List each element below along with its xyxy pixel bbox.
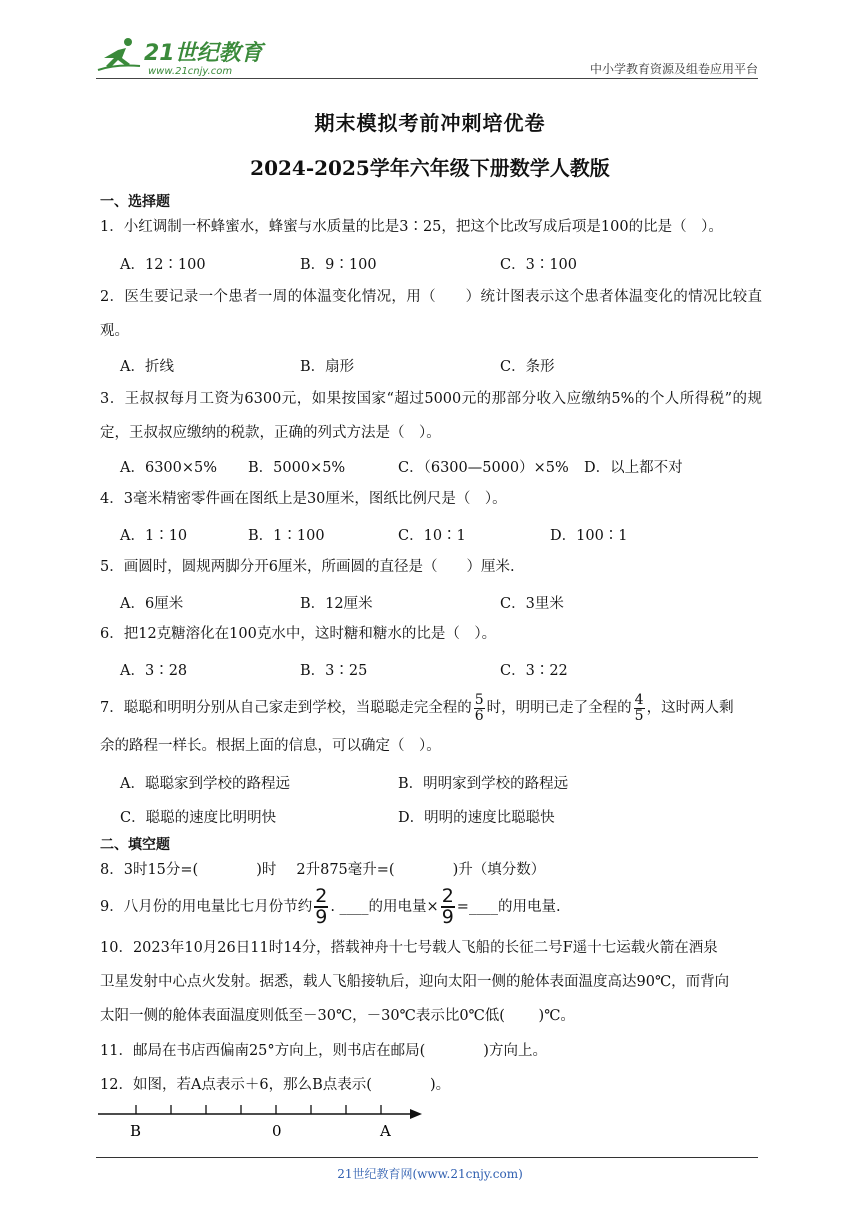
question-10-line1: 10．2023年10月26日11时14分，搭载神舟十七号载人飞船的长征二号F遥十七运载火箭在酒泉 [100, 940, 718, 956]
q9-part3: =____的用电量. [456, 899, 561, 915]
q7-option-a: A．聪聪家到学校的路程远 [120, 776, 290, 792]
q9-fa-numerator: 2 [315, 885, 328, 907]
question-6: 6．把12克糖溶化在100克水中，这时糖和糖水的比是（ ）。 [100, 626, 497, 642]
question-10-line2: 卫星发射中心点火发射。据悉，载人飞船接轨后，迎向太阳一侧的舱体表面温度高达90℃，而背向 [100, 974, 730, 990]
exam-title: 期末模拟考前冲刺培优卷 [314, 111, 546, 135]
q5-option-c: C．3里米 [500, 596, 564, 612]
q7-fraction-five-sixths [474, 693, 485, 724]
q6-option-c: C．3∶22 [500, 663, 568, 679]
q1-option-b: B．9∶100 [300, 257, 377, 273]
q4-option-b: B．1∶100 [248, 528, 325, 544]
svg-text:www.21cnjy.com: www.21cnjy.com [148, 66, 233, 77]
q7-option-b: B．明明家到学校的路程远 [398, 776, 569, 792]
q3-option-d: D．以上都不对 [584, 460, 683, 476]
number-line-figure [96, 1092, 436, 1142]
brand-logo [96, 34, 276, 78]
q6-option-b: B．3∶25 [300, 663, 368, 679]
question-4: 4．3毫米精密零件画在图纸上是30厘米，图纸比例尺是（ ）。 [100, 491, 507, 507]
q7-f1-denominator: 6 [474, 707, 484, 724]
q9-part1: 9．八月份的用电量比七月份节约 [100, 899, 313, 915]
page-header [96, 34, 758, 78]
q7-f2-numerator: 4 [634, 691, 644, 708]
question-8 [100, 853, 762, 887]
q3-option-a: A．6300×5% [120, 460, 218, 476]
svg-text:21世纪教育: 21世纪教育 [144, 41, 263, 66]
exam-subtitle: 2024-2025学年六年级下册数学人教版 [250, 156, 610, 180]
question-5: 5．画圆时，圆规两脚分开6厘米，所画圆的直径是（ ）厘米. [100, 559, 515, 575]
question-7-line2: 余的路程一样长。根据上面的信息，可以确定（ ）。 [100, 738, 441, 754]
q3-option-c: C．（6300—5000）×5% [398, 460, 569, 476]
q9-part2: . ____的用电量× [330, 899, 439, 915]
q1-option-a: A．12∶100 [120, 257, 206, 273]
q7-fraction-four-fifths [634, 693, 645, 724]
q3-option-b: B．5000×5% [248, 460, 346, 476]
question-9 [100, 887, 762, 927]
number-line-ticks [136, 1105, 381, 1114]
q7-text-part1: 7．聪聪和明明分别从自己家走到学校，当聪聪走完全程的 [100, 700, 472, 716]
q2-option-c: C．条形 [500, 359, 555, 375]
number-line-label-a: A [380, 1122, 391, 1140]
question-3: 3．王叔叔每月工资为6300元，如果按国家“超过5000元的那部分收入应缴纳5%的个人所得税”的规定，王叔叔应缴纳的税款，正确的列式方法是（ ）。 [100, 391, 762, 441]
q7-option-d: D．明明的速度比聪聪快 [398, 810, 555, 826]
q9-fraction-two-ninths-a [314, 887, 328, 927]
footer-site-link[interactable]: 21世纪教育网(www.21cnjy.com) [337, 1167, 523, 1181]
q9-fraction-two-ninths-b [441, 887, 455, 927]
q1-option-c: C．3∶100 [500, 257, 577, 273]
number-line-label-zero: 0 [272, 1122, 282, 1140]
q7-f2-denominator: 5 [634, 707, 644, 724]
footer-divider [96, 1157, 758, 1158]
question-10-line3: 太阳一侧的舱体表面温度则低至－30℃，－30℃表示比0℃低( )℃。 [100, 1008, 575, 1024]
q4-option-c: C．10∶1 [398, 528, 466, 544]
q2-option-b: B．扇形 [300, 359, 355, 375]
q4-option-d: D．100∶1 [550, 528, 628, 544]
q4-option-a: A．1∶10 [120, 528, 188, 544]
q6-option-a: A．3∶28 [120, 663, 188, 679]
q7-option-c: C．聪聪的速度比明明快 [120, 810, 277, 826]
q8-part1: 8．3时15分=( )时 [100, 862, 277, 878]
q9-fa-denominator: 9 [315, 906, 328, 928]
question-12: 12．如图，若A点表示＋6，那么B点表示( )。 [100, 1077, 451, 1093]
question-7-line1 [100, 690, 762, 726]
q7-text-part3: ，这时两人剩 [646, 700, 734, 716]
q8-part2: 2升875毫升=( )升（填分数） [296, 862, 546, 878]
number-line-label-b: B [130, 1122, 142, 1140]
question-1: 1．小红调制一杯蜂蜜水，蜂蜜与水质量的比是3∶25，把这个比改写成后项是100的比是（ ）。 [100, 219, 723, 235]
q2-option-a: A．折线 [120, 359, 174, 375]
section-choice-heading: 一、选择题 [100, 194, 170, 210]
q5-option-a: A．6厘米 [120, 596, 184, 612]
q9-fb-denominator: 9 [441, 906, 454, 928]
header-divider [96, 78, 758, 79]
runner-logo-icon [96, 36, 276, 78]
q7-text-part2: 时，明明已走了全程的 [486, 700, 632, 716]
q7-f1-numerator: 5 [474, 691, 484, 708]
q5-option-b: B．12厘米 [300, 596, 373, 612]
question-2: 2．医生要记录一个患者一周的体温变化情况，用（ ）统计图表示这个患者体温变化的情况比较直观。 [100, 289, 762, 339]
number-line-arrow-icon [410, 1109, 422, 1119]
q9-fb-numerator: 2 [441, 885, 454, 907]
section-fill-heading: 二、填空题 [100, 837, 170, 853]
platform-slogan: 中小学教育资源及组卷应用平台 [589, 62, 758, 76]
question-11: 11．邮局在书店西偏南25°方向上，则书店在邮局( )方向上。 [100, 1043, 547, 1059]
